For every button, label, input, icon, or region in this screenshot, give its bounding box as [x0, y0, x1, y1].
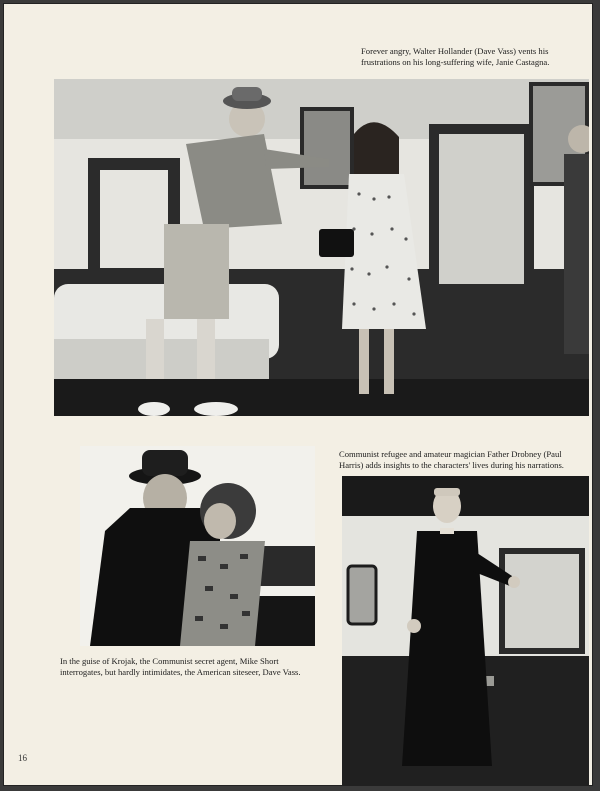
photo-father-drobney — [342, 476, 589, 786]
caption-middle-right: Communist refugee and amateur magician Father Drobney (Paul Harris) adds insights to the characters' lives during his narrations. — [339, 449, 564, 470]
caption-bottom-left: In the guise of Krojak, the Communist secret agent, Mike Short interrogates, but hardly intimidates, the American siteseer, Dave Vass. — [60, 656, 301, 677]
page-number: 16 — [18, 753, 27, 763]
photo-krojak-interrogation — [80, 446, 315, 646]
yearbook-page — [3, 3, 593, 786]
photo-hollander-argument — [54, 79, 589, 416]
caption-top-right: Forever angry, Walter Hollander (Dave Vass) vents his frustrations on his long-suffering wife, Janie Castagna. — [361, 46, 550, 67]
